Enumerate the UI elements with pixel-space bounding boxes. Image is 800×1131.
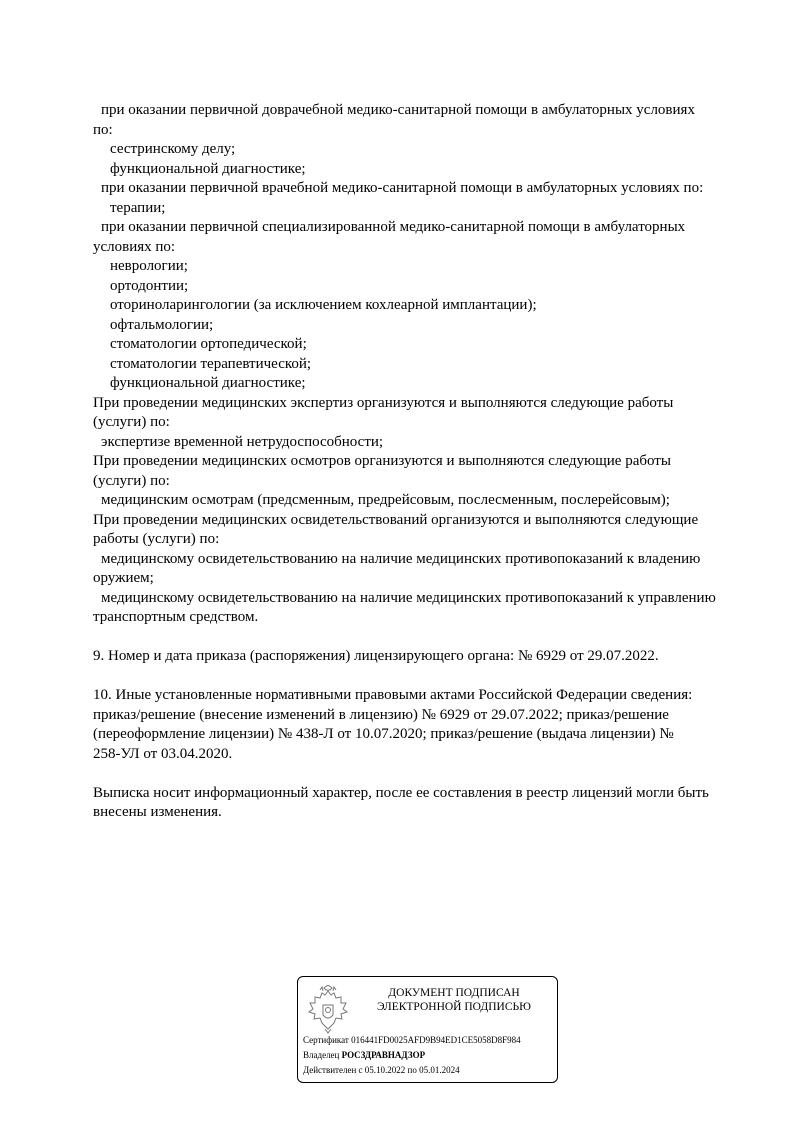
text-line: транспортным средством. [93,609,259,625]
text-line: стоматологии терапевтической; [110,355,312,372]
text-line: неврологии; [110,258,188,274]
owner-value: РОСЗДРАВНАДЗОР [341,1050,426,1060]
text-line: 10. Иные установленные нормативными правовыми актами Российской Федерации сведения: [93,687,693,703]
text-line: (услуги) по: [93,414,170,430]
text-line: функциональной диагностике; [110,160,306,177]
certificate-label: Сертификат [303,1035,349,1045]
validity-text: Действителен с 05.10.2022 по 05.01.2024 [303,1065,460,1075]
signature-title-line1: ДОКУМЕНТ ПОДПИСАН [388,987,520,999]
text-line: сестринскому делу; [110,141,236,157]
text-line: работы (услуги) по: [93,531,220,547]
text-line: экспертизе временной нетрудоспособности; [101,433,384,450]
text-line: При проведении медицинских экспертиз организуются и выполняются следующие работы [93,394,674,411]
text-line: при оказании первичной доврачебной медико-санитарной помощи в амбулаторных условиях [101,102,695,118]
text-line: 9. Номер и дата приказа (распоряжения) лицензирующего органа: № 6929 от 29.07.2022. [93,648,659,664]
signature-title-line2: ЭЛЕКТРОННОЙ ПОДПИСЬЮ [377,1000,531,1013]
text-line: приказ/решение (внесение изменений в лицензию) № 6929 от 29.07.2022; приказ/решение [93,706,669,723]
certificate-value: 016441FD0025AFD9B94ED1CE5058D8F984 [351,1035,521,1045]
text-line: по: [93,121,113,138]
text-line: (переоформление лицензии) № 438-Л от 10.07.2020; приказ/решение (выдача лицензии) № [93,726,674,742]
text-line: при оказании первичной врачебной медико-санитарной помощи в амбулаторных условиях по: [101,180,704,196]
text-line: офтальмологии; [110,316,214,333]
document-body [93,101,753,823]
text-line: При проведении медицинских осмотров организуются и выполняются следующие работы [93,453,671,469]
paragraph-gap [93,628,753,648]
text-line: оружием; [93,570,154,586]
electronic-signature-stamp [297,976,558,1083]
text-line: 258-УЛ от 03.04.2020. [93,745,233,762]
text-line: медицинским осмотрам (предсменным, предрейсовым, послесменным, послерейсовым); [101,492,670,508]
text-line: условиях по: [93,238,176,255]
text-line: стоматологии ортопедической; [110,336,307,352]
text-line: терапии; [110,199,166,216]
text-line: ортодонтии; [110,277,189,294]
text-line: медицинскому освидетельствованию на наличие медицинских противопоказаний к управлению [101,589,716,606]
coat-of-arms-icon [306,985,350,1035]
paragraph-gap [93,667,753,687]
text-line: функциональной диагностике; [110,375,306,391]
paragraph-gap [93,764,753,784]
validity-row [303,1065,460,1076]
text-line: При проведении медицинских освидетельствований организуются и выполняются следующие [93,511,699,528]
text-line: оториноларингологии (за исключением кохлеарной имплантации); [110,297,537,313]
certificate-row [303,1035,521,1046]
text-line: Выписка носит информационный характер, после ее составления в реестр лицензий могли быть [93,784,709,801]
text-line: (услуги) по: [93,472,170,489]
owner-label: Владелец [303,1050,340,1060]
text-line: при оказании первичной специализированной медико-санитарной помощи в амбулаторных [101,219,686,235]
signature-title [356,987,552,1014]
owner-row [303,1050,425,1061]
text-line: внесены изменения. [93,804,222,820]
text-line: медицинскому освидетельствованию на наличие медицинских противопоказаний к владению [101,550,701,567]
